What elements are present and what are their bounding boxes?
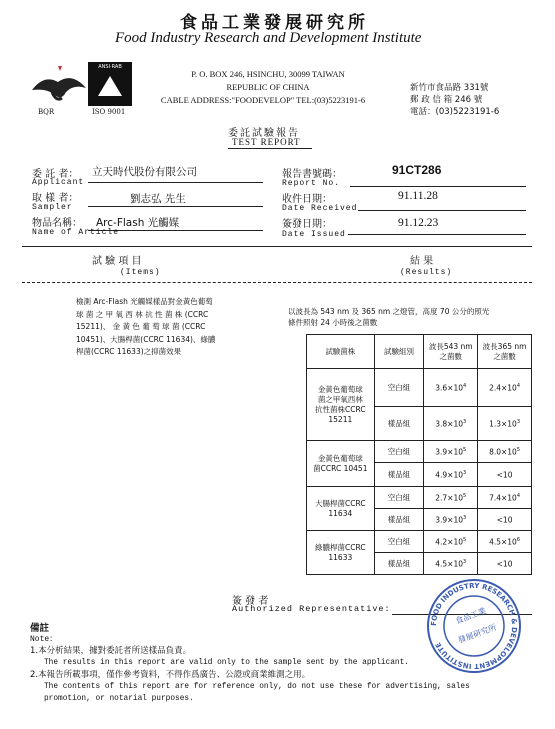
strain-line: 大腸桿菌CCRC xyxy=(315,498,366,508)
value-base: 4.5×10 xyxy=(435,559,463,569)
issued-label-en: Date Issued xyxy=(282,230,346,239)
sampler-label-en: Sampler xyxy=(32,203,73,212)
value-exp: 4 xyxy=(463,383,467,390)
address-en xyxy=(148,68,388,107)
value-exp: 4 xyxy=(516,383,521,390)
group-cell: 空白組 xyxy=(374,369,424,407)
note-line: promotion, or notarial purposes. xyxy=(44,695,194,703)
seal-outer-text: FOOD INDUSTRY RESEARCH & DEVELOPMENT INSTITUTE xyxy=(429,581,519,671)
value-exp: 5 xyxy=(463,493,467,500)
strain-line: 金黃色葡萄球 xyxy=(317,453,363,463)
table-row xyxy=(307,531,532,553)
items-description xyxy=(76,296,262,359)
group-cell: 樣品組 xyxy=(374,463,424,487)
strain-cell xyxy=(307,441,375,487)
applicant-label-cn: 委 託 者： xyxy=(32,169,79,180)
group-cell: 空白組 xyxy=(374,441,424,463)
institute-title-cn: 食品工業發展研究所 xyxy=(180,13,369,33)
group-cell: 空白組 xyxy=(374,487,424,509)
value-base: 3.9×10 xyxy=(435,447,463,457)
note-line: 1.本分析結果，據對委託者所送樣品負責。 xyxy=(30,646,192,656)
anab-label: ANSI·RAB xyxy=(98,64,122,70)
value-cell xyxy=(424,407,478,441)
value-base: 3.6×10 xyxy=(435,383,463,393)
value-cell xyxy=(478,407,532,441)
report-no-value: 91CT286 xyxy=(392,163,442,177)
value-base: 2.4×10 xyxy=(489,383,517,393)
results-intro xyxy=(288,306,489,328)
strain-cell xyxy=(307,487,375,531)
value-exp: 3 xyxy=(463,470,467,477)
eagle-icon xyxy=(30,62,88,108)
strain-line: 抗性菌株CCRC xyxy=(315,404,366,414)
note-line: 2.本報告所載事項，僅作參考資料，不得作爲廣告、公證或商業維測之用。 xyxy=(30,670,311,680)
group-cell: 樣品組 xyxy=(374,407,424,441)
received-value: 91.11.28 xyxy=(398,190,438,202)
value-base: 2.7×10 xyxy=(435,493,463,503)
strain-line: 金黃色葡萄球 xyxy=(317,384,363,394)
table-header-row xyxy=(307,335,532,369)
value-cell xyxy=(424,441,478,463)
strain-line: 綠膿桿菌CCRC xyxy=(315,542,366,552)
value-base: 3.8×10 xyxy=(435,419,463,429)
items-line: 15211)、 金 黃 色 葡 萄 球 菌 (CCRC xyxy=(76,322,206,331)
strain-line: 11634 xyxy=(328,508,353,518)
article-label-en: Name of Article xyxy=(32,228,120,237)
group-cell: 樣品組 xyxy=(374,509,424,531)
value-exp: 3 xyxy=(463,559,467,566)
strain-line: 菌CCRC 10451 xyxy=(313,463,368,473)
bqr-logo xyxy=(30,62,88,108)
items-header-cn: 試 驗 項 目 xyxy=(92,256,142,267)
header-cell: 試驗菌株 xyxy=(307,335,375,369)
value-cell xyxy=(478,531,532,553)
value-exp: 3 xyxy=(516,419,521,426)
strain-line: 菌之甲氧西林 xyxy=(317,394,363,404)
table-row xyxy=(307,487,532,509)
table-row xyxy=(307,441,532,463)
header-cell: 試驗組別 xyxy=(374,335,424,369)
strain-line: 15211 xyxy=(328,414,353,424)
value-cell xyxy=(424,509,478,531)
value-exp: 5 xyxy=(463,447,467,454)
items-line: 球 菌 之 甲 氧 西 林 抗 性 菌 株 (CCRC xyxy=(76,309,209,319)
value-exp: 3 xyxy=(463,419,467,426)
received-label-cn: 收件日期： xyxy=(282,194,332,205)
address-cn xyxy=(410,82,499,118)
article-label-cn: 物品名稱： xyxy=(32,218,82,229)
notes-title-cn: 備註 xyxy=(30,623,50,634)
value-base: 7.4×10 xyxy=(489,493,517,503)
issued-value: 91.12.23 xyxy=(398,217,439,229)
report-no-label-cn: 報告書號碼： xyxy=(282,169,342,180)
doc-title-en: TEST REPORT xyxy=(232,137,301,147)
results-intro-line: 條件照射 24 小時後之菌數 xyxy=(288,318,378,327)
items-header-en: (Items) xyxy=(120,268,161,277)
value-base: 8.0×10 xyxy=(489,447,517,457)
value-base: <10 xyxy=(496,470,513,480)
issued-label-cn: 簽發日期： xyxy=(282,219,332,230)
group-cell: 空白組 xyxy=(374,531,424,553)
value-cell xyxy=(424,487,478,509)
value-cell xyxy=(424,553,478,575)
signature-label-cn: 簽 發 者 xyxy=(232,596,269,607)
notes-title-en: Note： xyxy=(30,635,58,644)
results-table xyxy=(306,334,532,575)
address-cn-line: 郵 政 信 箱 246 號 xyxy=(410,95,483,105)
value-cell xyxy=(478,509,532,531)
value-cell xyxy=(424,463,478,487)
address-line: REPUBLIC OF CHINA xyxy=(226,82,310,92)
value-exp: 3 xyxy=(463,515,467,522)
institute-title-en: Food Industry Research and Development Institute xyxy=(115,30,422,46)
address-cn-line: 新竹市食品路 331號 xyxy=(410,83,489,93)
signature-label-en: Authorized Representative: xyxy=(232,604,391,614)
address-line: P. O. BOX 246, HSINCHU, 30099 TAIWAN xyxy=(191,69,345,79)
value-base: 4.5×10 xyxy=(489,537,517,547)
applicant-value: 立天時代股份有限公司 xyxy=(92,166,197,178)
value-exp: 5 xyxy=(463,537,467,544)
article-value: Arc-Flash 光觸媒 xyxy=(96,217,180,229)
value-exp: 5 xyxy=(516,447,521,454)
results-header-en: (Results) xyxy=(400,268,453,277)
value-exp: 6 xyxy=(516,537,521,544)
doc-title-cn: 委託試驗報告 xyxy=(228,128,300,139)
value-cell xyxy=(478,463,532,487)
strain-line: 11633 xyxy=(328,552,353,562)
value-cell xyxy=(478,553,532,575)
value-cell xyxy=(424,531,478,553)
applicant-label-en: Applicant xyxy=(32,178,85,187)
iso-label: ISO 9001 xyxy=(92,108,126,116)
sampler-label-cn: 取 樣 者： xyxy=(32,193,79,204)
header-line: 之菌數 xyxy=(439,351,462,361)
value-base: 3.9×10 xyxy=(435,515,463,525)
seal-inner-text: 食品工業 發展研究所 xyxy=(454,606,498,645)
value-base: 4.9×10 xyxy=(435,470,463,480)
header-cell xyxy=(424,335,478,369)
note-line: The results in this report are valid only to the sample sent by the applicant. xyxy=(44,659,409,667)
group-cell: 樣品組 xyxy=(374,553,424,575)
notes-list xyxy=(30,645,470,705)
items-line: 桿菌(CCRC 11633)之抑菌效果 xyxy=(76,347,182,356)
report-no-label-en: Report No. xyxy=(282,179,341,188)
results-header-cn: 結 果 xyxy=(410,256,434,267)
items-line: 10451)、大腸桿菌(CCRC 11634)、綠膿 xyxy=(76,334,216,344)
value-base: 1.3×10 xyxy=(489,419,517,429)
sampler-value: 劉志弘 先生 xyxy=(130,193,186,205)
strain-cell xyxy=(307,531,375,575)
header-cell xyxy=(478,335,532,369)
strain-cell xyxy=(307,369,375,441)
header-line: 波長543 nm xyxy=(428,341,473,351)
value-cell xyxy=(478,487,532,509)
address-cn-line: 電話：(03)5223191-6 xyxy=(410,107,500,117)
results-intro-line: 以波長為 543 nm 及 365 nm 之燈管，高度 70 公分的照光 xyxy=(288,307,490,316)
value-cell xyxy=(478,441,532,463)
items-line: 檢測 Arc-Flash 光觸媒樣品對金黃色葡萄 xyxy=(76,297,213,306)
address-line: CABLE ADDRESS:"FOODEVELOP" TEL:(03)5223191-6 xyxy=(160,95,366,105)
value-base: 4.2×10 xyxy=(435,537,463,547)
received-label-en: Date Received xyxy=(282,204,358,213)
value-base: <10 xyxy=(496,559,513,569)
header-line: 之菌數 xyxy=(493,351,516,361)
table-row xyxy=(307,369,532,407)
bqr-label: BQR xyxy=(38,108,55,116)
note-line: The contents of this report are for reference only, do not use these for advertising, sales xyxy=(44,683,470,691)
value-exp: 4 xyxy=(516,493,521,500)
header-line: 波長365 nm xyxy=(482,341,527,351)
value-cell xyxy=(424,369,478,407)
value-cell xyxy=(478,369,532,407)
value-base: <10 xyxy=(496,515,513,525)
